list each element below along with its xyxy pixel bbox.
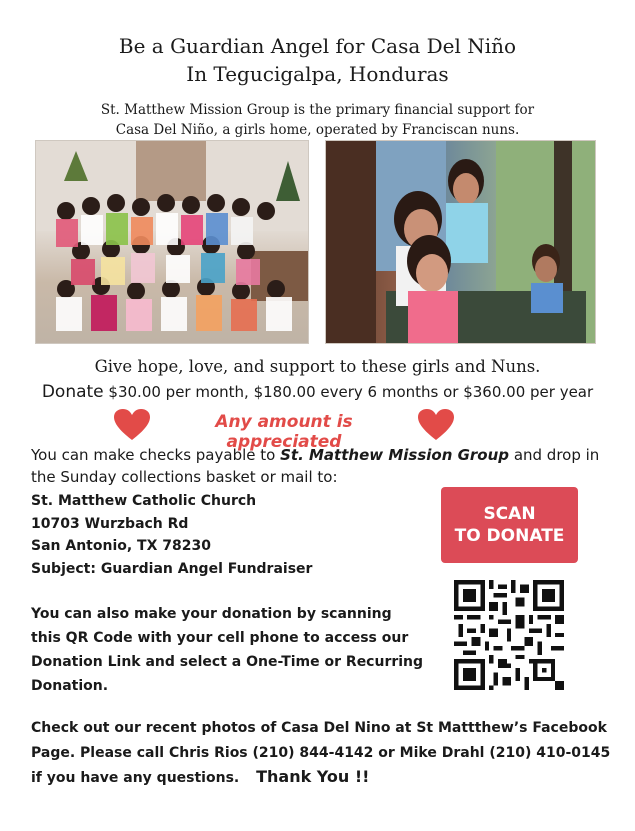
donate-lead: Donate — [41, 382, 104, 402]
scan-label: SCAN — [483, 504, 536, 524]
heart-icon — [417, 408, 455, 442]
checks-suffix: and drop in the Sunday collections basket or mail to: — [31, 446, 600, 486]
address-subject: Subject: Guardian Angel Fundraiser — [31, 560, 313, 577]
heart-icon — [113, 408, 151, 442]
girls-photo — [325, 140, 596, 344]
mailing-address — [31, 490, 312, 580]
any-amount-appreciated: Any amount is appreciated — [215, 412, 353, 452]
address-line: 10703 Wurzbach Rd — [31, 515, 189, 532]
qr-code-icon[interactable] — [454, 580, 564, 690]
scan-to-donate-badge — [441, 487, 578, 563]
checks-prefix: You can make checks payable to — [31, 446, 276, 464]
to-donate-label: TO DONATE — [454, 526, 565, 546]
donation-amounts — [0, 382, 635, 402]
footer-contact — [31, 716, 616, 791]
hope-statement: Give hope, love, and support to these girls and Nuns. — [94, 357, 541, 376]
intro-text — [0, 100, 635, 140]
flyer-title-line2: In Tegucigalpa, Honduras — [186, 62, 449, 86]
address-line: San Antonio, TX 78230 — [31, 538, 211, 554]
footer-text: Check out our recent photos of Casa Del Nino at St Mattthew’s Facebook Page. Please call Chris Rios (210) 844-4142 or Mike Drahl (210) 410-0145 if you have any questions. — [31, 720, 611, 786]
address-line: St. Matthew Catholic Church — [31, 493, 257, 509]
group-photo — [35, 140, 309, 344]
intro-line1: St. Matthew Mission Group is the primary financial support for — [100, 102, 535, 118]
online-donation-instructions: You can also make your donation by scanning this QR Code with your cell phone to access our Donation Link and select a One-Time or Recurring Donation. — [31, 606, 424, 694]
intro-line2: Casa Del Niño, a girls home, operated by Franciscan nuns. — [115, 122, 520, 138]
flyer-title-line1: Be a Guardian Angel for Casa Del Niño — [118, 34, 517, 58]
checks-payee: St. Matthew Mission Group — [280, 446, 510, 464]
check-instructions — [31, 444, 616, 488]
thank-you: Thank You !! — [256, 767, 370, 786]
donate-options: $30.00 per month, $180.00 every 6 months or $360.00 per year — [108, 383, 594, 401]
